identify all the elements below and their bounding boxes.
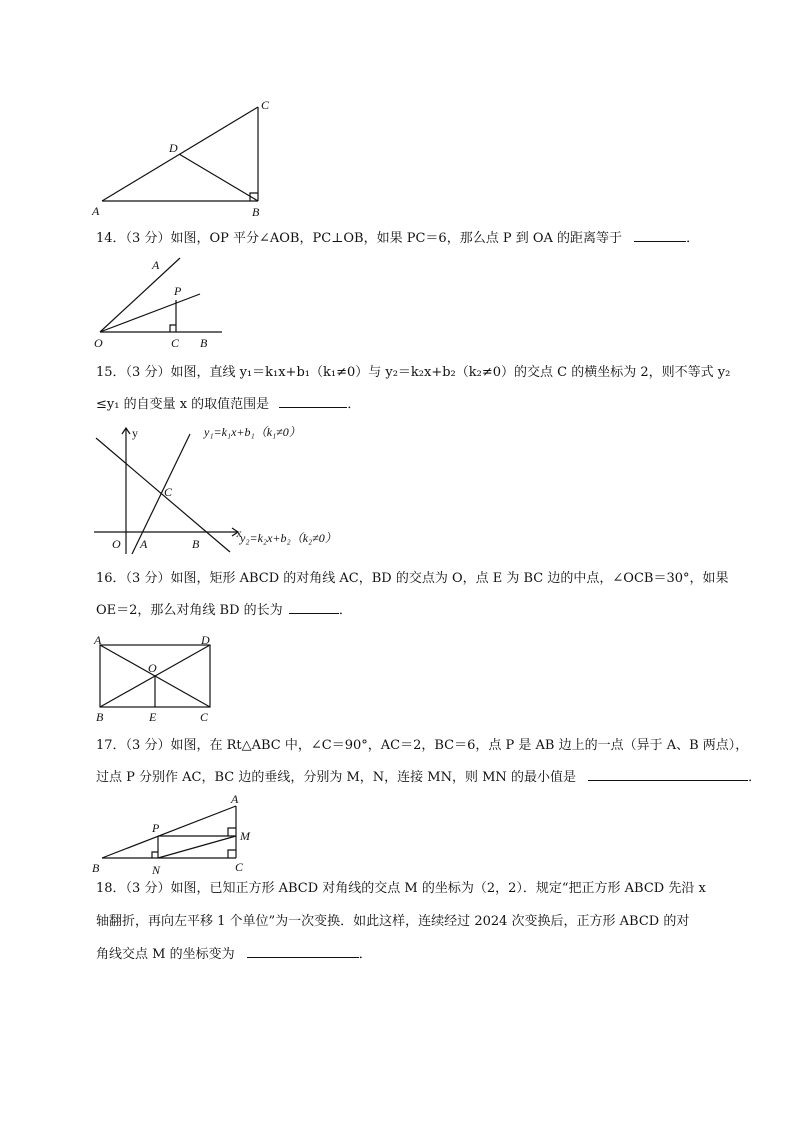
fig13-label-a: A xyxy=(92,204,100,218)
problem-18-line-3 xyxy=(96,945,372,964)
problem-16-text-1: 16．（3 分）如图，矩形 ABCD 的对角线 AC，BD 的交点为 O，点 E 为 BC 边的中点，∠OCB＝30°，如果 xyxy=(96,571,729,586)
problem-16-text-2: OE＝2，那么对角线 BD 的长为 xyxy=(96,603,283,618)
problem-18-text-2: 轴翻折，再向左平移 1 个单位”为一次变换．如此这样，连续经过 2024 次变换后，正方形 ABCD 的对 xyxy=(96,914,690,929)
fig13-label-b: B xyxy=(252,205,260,219)
problem-18-text-1: 18．（3 分）如图，已知正方形 ABCD 对角线的交点 M 的坐标为（2，2）．规定“把正方形 ABCD 先沿 x xyxy=(96,881,706,896)
fig15-label-a: A xyxy=(140,537,148,551)
problem-18-line-2 xyxy=(96,913,689,931)
fig15-x-axis-label: x xyxy=(236,526,242,540)
answer-blank-16[interactable] xyxy=(289,601,339,614)
fig13-label-c: C xyxy=(261,98,270,112)
figure-17-right-triangle xyxy=(90,790,260,880)
answer-blank-14[interactable] xyxy=(634,229,686,242)
fig16-label-e: E xyxy=(149,710,157,724)
problem-16-line-2 xyxy=(96,601,352,620)
figure-14-angle-bisector xyxy=(90,255,230,350)
fig16-label-d: D xyxy=(201,633,210,647)
problem-15-period: ． xyxy=(347,397,361,412)
fig17-label-n: N xyxy=(152,863,161,877)
figure-16-rectangle xyxy=(90,630,220,725)
fig15-label-b: B xyxy=(192,537,200,551)
answer-blank-17[interactable] xyxy=(588,768,748,781)
problem-15-line-2 xyxy=(96,395,360,414)
fig17-label-a: A xyxy=(231,792,239,806)
problem-14-period: ． xyxy=(686,231,700,246)
figure-15-linear-functions xyxy=(90,420,380,555)
problem-16-period: ． xyxy=(338,603,352,618)
fig15-line2-equation: y₂=k₂x+b₂（k₂≠0） xyxy=(240,531,337,545)
problem-18-line-1 xyxy=(96,880,706,898)
fig14-label-c: C xyxy=(171,336,180,350)
problem-17-period: ． xyxy=(748,770,762,785)
fig17-label-m: M xyxy=(240,829,250,843)
fig15-line1-equation: y₁=k₁x+b₁（k₁≠0） xyxy=(204,425,301,439)
problem-15-text-2: ≤y₁ 的自变量 x 的取值范围是 xyxy=(96,397,270,412)
fig14-label-a: A xyxy=(152,258,160,272)
fig15-y-axis-label: y xyxy=(132,426,138,440)
fig17-label-b: B xyxy=(92,861,100,875)
fig17-label-c: C xyxy=(235,860,244,874)
problem-17-line-2 xyxy=(96,768,761,787)
problem-15-line-1 xyxy=(96,364,730,382)
problem-15-text-1: 15．（3 分）如图，直线 y₁＝k₁x+b₁（k₁≠0）与 y₂＝k₂x+b₂（k₂≠0）的交点 C 的横坐标为 2，则不等式 y₂ xyxy=(96,365,731,380)
fig17-label-p: P xyxy=(152,821,160,835)
fig14-label-b: B xyxy=(200,336,208,350)
answer-blank-15[interactable] xyxy=(279,395,347,408)
answer-blank-18[interactable] xyxy=(247,945,359,958)
problem-16-line-1 xyxy=(96,570,728,588)
problem-14-line-1 xyxy=(96,229,699,248)
problem-18-period: ． xyxy=(358,947,372,962)
fig15-label-o: O xyxy=(112,537,121,551)
problem-17-text-1: 17．（3 分）如图，在 Rt△ABC 中，∠C＝90°，AC＝2，BC＝6，点 P 是 AB 边上的一点（异于 A、B 两点）， xyxy=(96,738,749,753)
fig16-label-a: A xyxy=(94,633,102,647)
fig13-label-d: D xyxy=(169,141,178,155)
figure-13-triangle xyxy=(90,95,280,220)
fig14-label-p: P xyxy=(174,284,182,298)
fig16-label-b: B xyxy=(96,710,104,724)
fig14-label-o: O xyxy=(94,336,103,350)
fig16-label-c: C xyxy=(200,710,209,724)
problem-18-text-3: 角线交点 M 的坐标变为 xyxy=(96,947,235,962)
problem-14-text: 14．（3 分）如图，OP 平分∠AOB，PC⊥OB，如果 PC＝6，那么点 P 到 OA 的距离等于 xyxy=(96,231,623,246)
problem-17-text-2: 过点 P 分别作 AC，BC 边的垂线，分别为 M，N，连接 MN，则 MN 的最小值是 xyxy=(96,770,576,785)
problem-17-line-1 xyxy=(96,737,748,755)
fig16-label-o: O xyxy=(148,661,157,675)
fig15-label-c: C xyxy=(164,485,173,499)
